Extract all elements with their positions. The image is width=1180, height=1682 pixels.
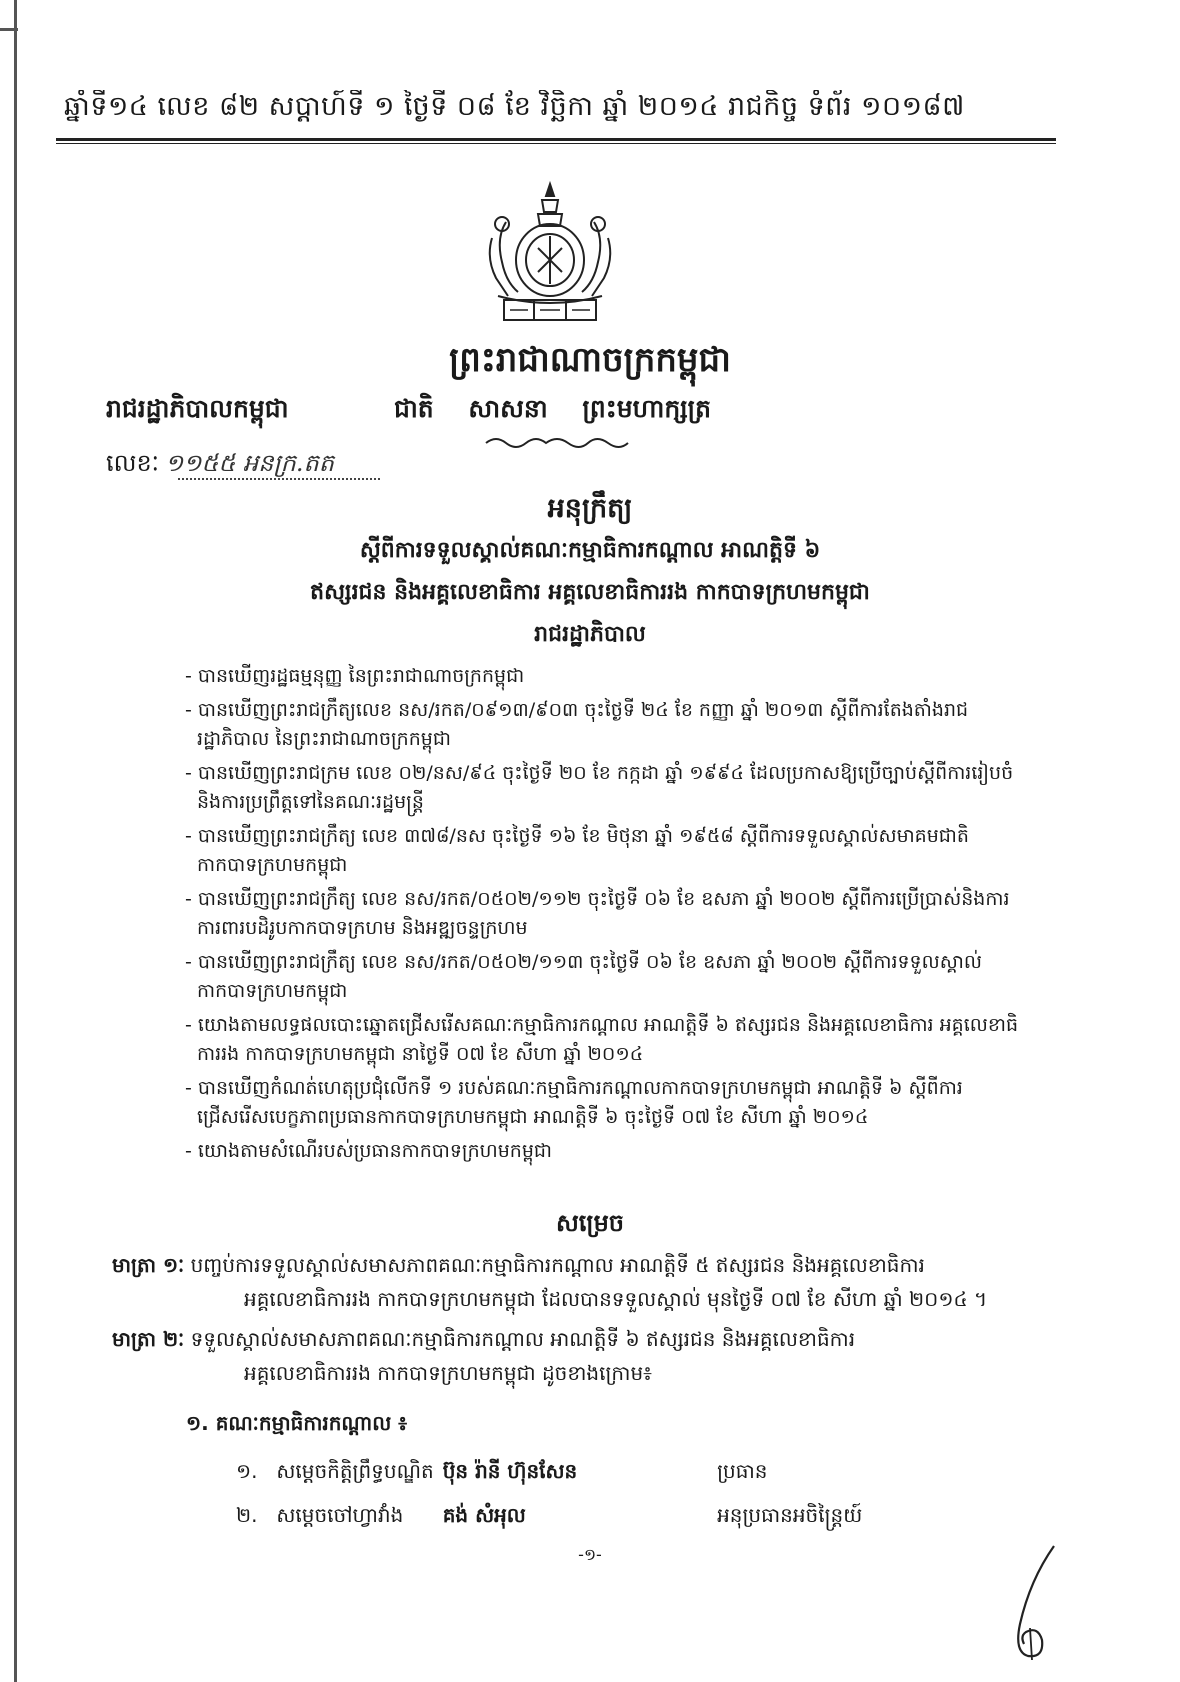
- article-text-continued: អគ្គលេខាធិការរង កាកបាទក្រហមកម្ពុជា ដែលបានទទួលស្គាល់ មុនថ្ងៃទី ០៧ ខែ សីហា ឆ្នាំ ២០១៤ ។: [244, 1287, 988, 1311]
- issuer: រាជរដ្ឋាភិបាល: [534, 622, 646, 647]
- signature-initial-icon: [990, 1540, 1068, 1672]
- reference-label: លេខៈ: [106, 449, 160, 477]
- scan-edge-line: [14, 0, 17, 1682]
- preamble-item: - បានឃើញកំណត់ហេតុប្រជុំលើកទី ១ របស់គណៈកម្មាធិការកណ្តាលកាកបាទក្រហមកម្ពុជា អាណត្តិទី ៦ ស្តីពីការជ្រើសរើសបេក្ខភាពប្រធានកាកបាទក្រហមកម្ពុជា អាណត្តិទី ៦ ចុះថ្ងៃទី ០៧ ខែ សីហា ឆ្នាំ ២០១៤: [185, 1077, 963, 1128]
- section-heading: ១. គណៈកម្មាធិការកណ្តាល ៖: [186, 1411, 407, 1435]
- reference-value: ១១៥៥ អនក្រ.តត: [165, 449, 334, 477]
- royal-coat-of-arms-icon: [468, 178, 632, 330]
- article-1: [112, 1248, 1032, 1316]
- member-row: [236, 1458, 1056, 1488]
- preamble-item: - បានឃើញព្រះរាជក្រឹត្យលេខ នស/រកត/០៩១៣/៩០៣ ចុះថ្ងៃទី ២៤ ខែ កញ្ញា ឆ្នាំ ២០១៣ ស្តីពីការតែងតាំងរាជរដ្ឋាភិបាល នៃព្រះរាជាណាចក្រកម្ពុជា: [185, 699, 969, 750]
- header-rule: [56, 138, 1056, 141]
- scan-edge-tick: [0, 28, 18, 31]
- member-name: ប៊ុន រ៉ានី ហ៊ុនសែន: [442, 1459, 578, 1483]
- preamble-list: [185, 662, 1025, 1171]
- member-role: ប្រធាន: [717, 1459, 768, 1483]
- member-name: គង់ សំអុល: [442, 1503, 526, 1527]
- article-text: បញ្ចប់ការទទួលស្គាល់សមាសភាពគណៈកម្មាធិការកណ្តាល អាណត្តិទី ៥ ឥស្សរជន និងអគ្គលេខាធិការ: [190, 1253, 925, 1277]
- member-role: អនុប្រធានអចិន្ត្រៃយ៍: [717, 1503, 863, 1527]
- preamble-item: - យោងតាមលទ្ធផលបោះឆ្នោតជ្រើសរើសគណៈកម្មាធិការកណ្តាល អាណត្តិទី ៦ ឥស្សរជន និងអគ្គលេខាធិការ អគ្គលេខាធិការរង កាកបាទក្រហមកម្ពុជា នាថ្ងៃទី ០៧ ខែ សីហា ឆ្នាំ ២០១៤: [185, 1014, 1019, 1065]
- header-rule-thin: [56, 143, 1056, 144]
- article-label: មាត្រា ២ៈ: [112, 1327, 185, 1351]
- preamble-item: - បានឃើញព្រះរាជក្រឹត្យ លេខ នស/រកត/០៥០២/១១២ ចុះថ្ងៃទី ០៦ ខែ ឧសភា ឆ្នាំ ២០០២ ស្តីពីការប្រើប្រាស់និងការការពារបដិរូបកាកបាទក្រហម និងអឌ្ឍចន្ទក្រហម: [185, 888, 1010, 939]
- subject-line-1: ស្តីពីការទទួលស្គាល់គណៈកម្មាធិការកណ្តាល អាណត្តិទី ៦: [359, 538, 821, 563]
- preamble-item: - យោងតាមសំណើរបស់ប្រធានកាកបាទក្រហមកម្ពុជា: [185, 1140, 553, 1162]
- preamble-item: - បានឃើញរដ្ឋធម្មនុញ្ញ នៃព្រះរាជាណាចក្រកម្ពុជា: [185, 665, 525, 687]
- reference-dotted-line: [178, 478, 380, 480]
- article-2: [112, 1322, 1032, 1390]
- government-name: រាជរដ្ឋាភិបាលកម្ពុជា: [106, 394, 289, 423]
- subject-line-2: ឥស្សរជន និងអគ្គលេខាធិការ អគ្គលេខាធិការរង កាកបាទក្រហមកម្ពុជា: [310, 580, 870, 605]
- preamble-item: - បានឃើញព្រះរាជក្រឹត្យ លេខ នស/រកត/០៥០២/១១៣ ចុះថ្ងៃទី ០៦ ខែ ឧសភា ឆ្នាំ ២០០២ ស្តីពីការទទួលស្គាល់កាកបាទក្រហមកម្ពុជា: [185, 951, 982, 1002]
- preamble-item: - បានឃើញព្រះរាជក្រឹត្យ លេខ ៣៧៨/នស ចុះថ្ងៃទី ១៦ ខែ មិថុនា ឆ្នាំ ១៩៥៨ ស្តីពីការទទួលស្គាល់សមាគមជាតិកាកបាទក្រហមកម្ពុជា: [185, 825, 969, 876]
- article-text: ទទួលស្គាល់សមាសភាពគណៈកម្មាធិការកណ្តាល អាណត្តិទី ៦ ឥស្សរជន និងអគ្គលេខាធិការ: [190, 1327, 856, 1351]
- national-motto: ជាតិ សាសនា ព្រះមហាក្សត្រ: [394, 394, 711, 423]
- member-title: សម្តេចកិត្តិព្រឹទ្ធបណ្ឌិត: [276, 1459, 434, 1483]
- kingdom-title: ព្រះរាជាណាចក្រកម្ពុជា: [449, 340, 731, 380]
- article-label: មាត្រា ១ៈ: [112, 1253, 185, 1277]
- article-text-continued: អគ្គលេខាធិការរង កាកបាទក្រហមកម្ពុជា ដូចខាងក្រោម៖: [244, 1361, 652, 1385]
- page-number: -១-: [578, 1545, 602, 1564]
- document-type: អនុក្រឹត្យ: [547, 493, 633, 524]
- ornament-divider-icon: [482, 435, 632, 451]
- decision-heading: សម្រេច: [555, 1209, 625, 1237]
- member-row: [236, 1502, 1056, 1532]
- member-title: សម្តេចចៅហ្វាវាំង: [276, 1503, 404, 1527]
- member-number: ២.: [236, 1503, 258, 1527]
- member-number: ១.: [236, 1459, 258, 1483]
- gazette-header: ឆ្នាំទី១៤ លេខ ៨២ សប្តាហ៍ទី ១ ថ្ងៃទី ០៨ ខែ វិច្ឆិកា ឆ្នាំ ២០១៤ រាជកិច្ច ទំព័រ ១០១៨៧: [64, 91, 965, 122]
- preamble-item: - បានឃើញព្រះរាជក្រម លេខ ០២/នស/៩៤ ចុះថ្ងៃទី ២០ ខែ កក្កដា ឆ្នាំ ១៩៩៤ ដែលប្រកាសឱ្យប្រើច្បាប់ស្តីពីការរៀបចំ និងការប្រព្រឹត្តទៅនៃគណៈរដ្ឋមន្ត្រី: [185, 762, 1014, 813]
